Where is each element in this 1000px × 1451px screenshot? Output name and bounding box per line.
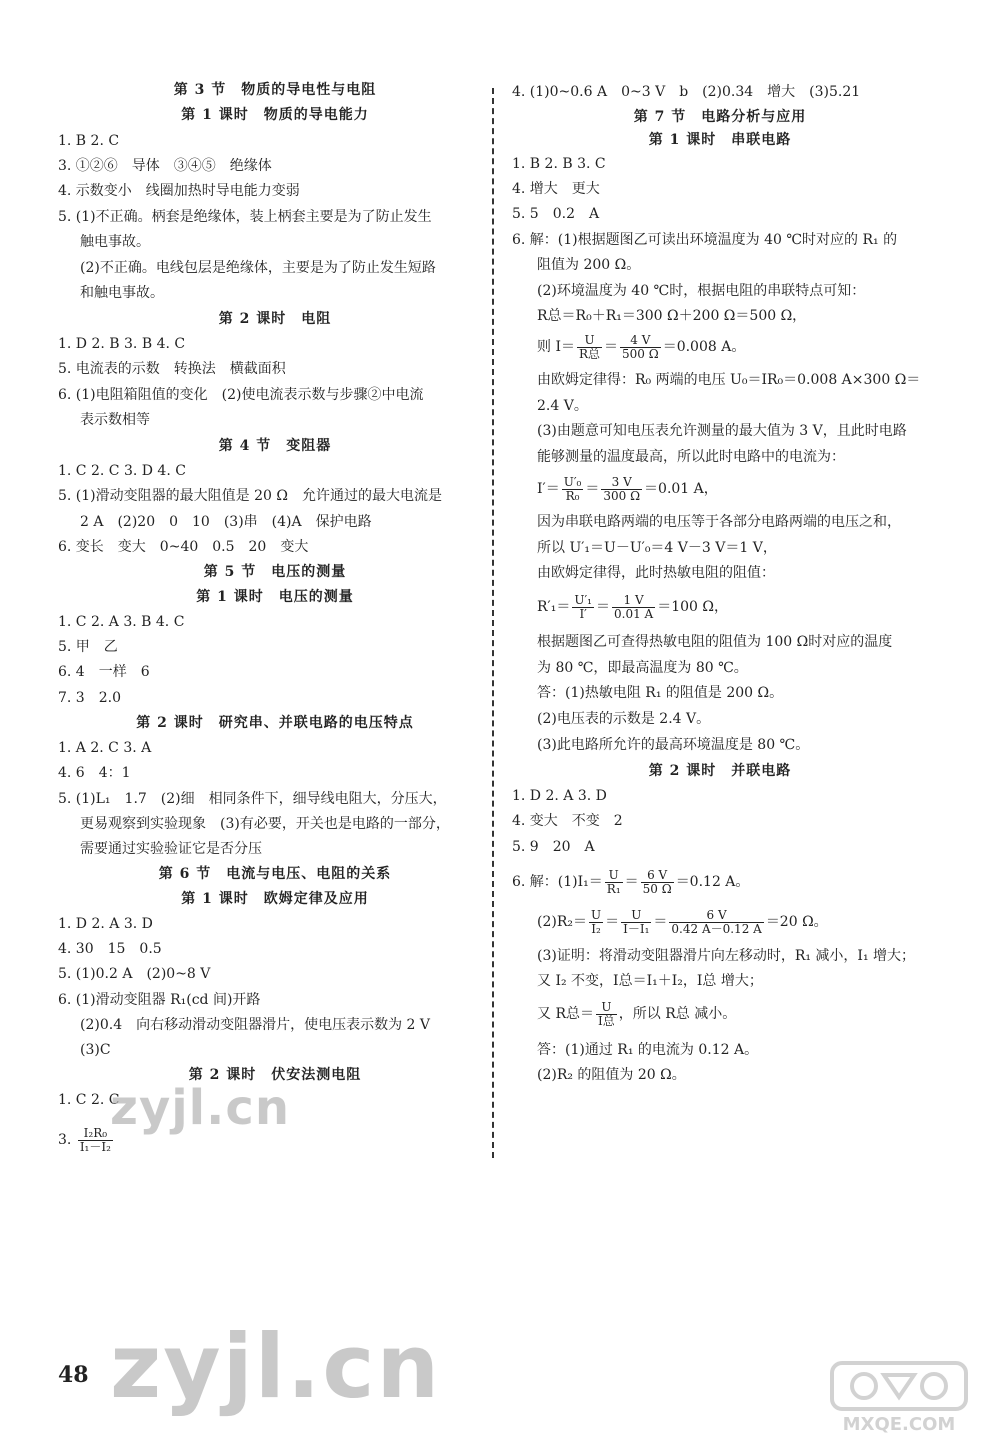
denominator: 50 Ω [642, 881, 672, 896]
answer-line: 1. B 2. C [58, 133, 120, 149]
logo-text: MXQE.COM [842, 1414, 956, 1435]
equation-text: ，所以 R总 减小。 [618, 1006, 737, 1022]
answer-line: 和触电事故。 [80, 285, 164, 301]
denominator: I₁－I₂ [79, 1139, 111, 1154]
answer-line: 表示数相等 [80, 412, 150, 428]
denominator: I₂ [591, 921, 601, 936]
answer-line: 1. C 2. A 3. B 4. C [58, 614, 185, 630]
denominator: 0.42 A－0.12 A [671, 921, 762, 936]
answer-line: 又 I₂ 不变，I总＝I₁＋I₂，I总 增大； [537, 973, 763, 989]
numerator: 3 V [601, 476, 642, 490]
answer-line: 需要通过实验验证它是否分压 [80, 841, 262, 857]
answer-line: 由欧姆定律得，此时热敏电阻的阻值： [537, 565, 775, 581]
equation-text: ＝0.01 A， [644, 481, 718, 497]
lesson-title: 第 1 课时 欧姆定律及应用 [181, 891, 369, 907]
answer-line: 4. (1)0~0.6 A 0~3 V b (2)0.34 增大 (3)5.21 [512, 84, 861, 100]
numerator: 6 V [641, 869, 674, 883]
answer-line: 因为串联电路两端的电压等于各部分电路两端的电压之和， [537, 514, 901, 530]
denominator: 300 Ω [603, 488, 641, 503]
answer-line-fraction [58, 1120, 115, 1160]
lesson-title: 第 2 课时 电阻 [218, 311, 332, 327]
answer-line: 2.4 V。 [537, 398, 588, 414]
answer-line: 5. (1)滑动变阻器的最大阻值是 20 Ω 允许通过的最大电流是 [58, 488, 442, 504]
section-title: 第 7 节 电路分析与应用 [633, 109, 807, 125]
equation-text: ＝100 Ω， [657, 599, 728, 615]
fraction [572, 594, 594, 621]
numerator: U [605, 869, 623, 883]
answer-line: 7. 3 2.0 [58, 690, 121, 706]
equation-text: ＝ [653, 914, 668, 930]
answer-line: 5. 9 20 A [512, 839, 595, 855]
equation-line [537, 904, 828, 940]
answer-line: 5. 甲 乙 [58, 639, 118, 655]
answer-line: 4. 增大 更大 [512, 181, 600, 197]
answer-line: 5. (1)L₁ 1.7 (2)细 相同条件下，细导线电阻大，分压大， [58, 791, 447, 807]
section-title: 第 5 节 电压的测量 [203, 564, 347, 580]
equation-line [537, 996, 736, 1032]
answer-line: 5. 电流表的示数 转换法 横截面积 [58, 361, 286, 377]
section-title: 第 6 节 电流与电压、电阻的关系 [158, 866, 392, 882]
equation-text: 则 I＝ [537, 339, 575, 355]
answer-line: (2)电压表的示数是 2.4 V。 [537, 711, 711, 727]
answer-line: 1. C 2. C 3. D 4. C [58, 463, 186, 479]
equation-text: 6. 解：(1)I₁＝ [512, 874, 603, 890]
numerator: U [621, 909, 651, 923]
fraction [601, 476, 642, 503]
equation-text: ＝ [605, 914, 620, 930]
denominator: R总 [578, 346, 601, 361]
answer-line: (2)0.4 向右移动滑动变阻器滑片，使电压表示数为 2 V [80, 1017, 431, 1033]
fraction [669, 909, 763, 936]
answer-line: (2)R₂ 的阻值为 20 Ω。 [537, 1067, 686, 1083]
question-number: 3. [58, 1132, 72, 1148]
answer-line: 更易观察到实验现象 (3)有必要，开关也是电路的一部分， [80, 816, 450, 832]
fraction [641, 869, 674, 896]
answer-line: 6. 变长 变大 0~40 0.5 20 变大 [58, 539, 309, 555]
equation-text: ＝0.12 A。 [675, 874, 750, 890]
fraction [621, 909, 651, 936]
answer-line: 1. D 2. B 3. B 4. C [58, 336, 186, 352]
denominator: 0.01 A [614, 606, 654, 621]
equation-text: R′₁＝ [537, 599, 571, 615]
column-divider [492, 88, 494, 1158]
equation-text: ＝ [604, 339, 619, 355]
equation-text: ＝20 Ω。 [765, 914, 828, 930]
answer-line: (3)此电路所允许的最高环境温度是 80 ℃。 [537, 737, 810, 753]
fraction [562, 476, 584, 503]
answer-line: 6. (1)电阻箱阻值的变化 (2)使电流表示数与步骤②中电流 [58, 387, 424, 403]
answer-line: 6. 4 一样 6 [58, 664, 150, 680]
answer-line: 触电事故。 [80, 234, 150, 250]
section-title: 第 3 节 物质的导电性与电阻 [173, 82, 377, 98]
answer-line: 6. (1)滑动变阻器 R₁(cd 间)开路 [58, 992, 261, 1008]
equation-line [537, 330, 745, 364]
answer-line: (3)C [80, 1042, 111, 1058]
answer-line: 1. A 2. C 3. A [58, 740, 152, 756]
equation-text: ＝ [624, 874, 639, 890]
watermark-text: zyjl.cn [110, 1315, 442, 1418]
equation-text: ＝0.008 A。 [662, 339, 746, 355]
answer-line: 4. 6 4：1 [58, 765, 131, 781]
fraction [620, 334, 661, 361]
lesson-title: 第 2 课时 研究串、并联电路的电压特点 [136, 715, 414, 731]
answer-line: 1. D 2. A 3. D [512, 788, 607, 804]
answer-line: 5. (1)0.2 A (2)0~8 V [58, 966, 211, 982]
lesson-title: 第 1 课时 物质的导电能力 [181, 107, 369, 123]
answer-line: (3)由题意可知电压表允许测量的最大值为 3 V，且此时电路 [537, 423, 907, 439]
lesson-title: 第 1 课时 串联电路 [648, 132, 792, 148]
numerator: 1 V [612, 594, 655, 608]
denominator: I－I₁ [623, 921, 650, 936]
fraction [78, 1127, 113, 1154]
denominator: I′ [579, 606, 587, 621]
equation-line [512, 864, 749, 900]
answer-line: 1. B 2. B 3. C [512, 156, 606, 172]
page-number: 48 [58, 1362, 89, 1388]
answer-line: 答：(1)热敏电阻 R₁ 的阻值是 200 Ω。 [537, 685, 784, 701]
answer-line: (2)不正确。电线包层是绝缘体，主要是为了防止发生短路 [80, 260, 436, 276]
lesson-title: 第 2 课时 伏安法测电阻 [188, 1067, 362, 1083]
answer-line: 阻值为 200 Ω。 [537, 257, 641, 273]
numerator: U′₀ [563, 474, 582, 489]
section-title: 第 4 节 变阻器 [218, 438, 332, 454]
numerator: 4 V [620, 334, 661, 348]
denominator: R₀ [565, 488, 580, 503]
equation-text: 又 R总＝ [537, 1006, 594, 1022]
answer-line: 4. 变大 不变 2 [512, 813, 623, 829]
fraction [612, 594, 655, 621]
answer-line: (3)证明：将滑动变阻器滑片向左移动时，R₁ 减小，I₁ 增大； [537, 948, 916, 964]
answer-line: 1. D 2. A 3. D [58, 916, 153, 932]
fraction [596, 1001, 617, 1028]
equation-text: ＝ [596, 599, 610, 615]
answer-line: 1. C 2. C [58, 1092, 120, 1108]
answer-line: 所以 U′₁＝U－U′₀＝4 V－3 V＝1 V， [537, 540, 777, 556]
numerator: U′₁ [574, 592, 592, 607]
denominator: R₁ [606, 881, 621, 896]
fraction [577, 334, 602, 361]
equation-line [537, 472, 718, 506]
answer-line: 为 80 ℃，即最高温度为 80 ℃。 [537, 660, 748, 676]
answer-line: 能够测量的温度最高，所以此时电路中的电流为： [537, 449, 845, 465]
lesson-title: 第 1 课时 电压的测量 [196, 589, 354, 605]
answer-line: 4. 30 15 0.5 [58, 941, 162, 957]
denominator: I总 [598, 1013, 615, 1028]
equation-text: ＝ [585, 481, 600, 497]
answer-line: 6. 解：(1)根据题图乙可读出环境温度为 40 ℃时对应的 R₁ 的 [512, 232, 898, 248]
numerator: 6 V [669, 909, 763, 923]
answer-line: 由欧姆定律得：R₀ 两端的电压 U₀＝IR₀＝0.008 A×300 Ω＝ [537, 372, 921, 388]
answer-line: 3. ①②⑥ 导体 ③④⑤ 绝缘体 [58, 158, 272, 174]
numerator: U [577, 334, 602, 348]
watermark-text: zyjl.cn [110, 1080, 290, 1136]
answer-line: 根据题图乙可查得热敏电阻的阻值为 100 Ω时对应的温度 [537, 634, 893, 650]
logo-icon [824, 1357, 974, 1437]
equation-text: I′＝ [537, 481, 560, 497]
watermark-logo [824, 1357, 974, 1437]
answer-line: 5. (1)不正确。柄套是绝缘体，装上柄套主要是为了防止发生 [58, 209, 432, 225]
fraction [605, 869, 623, 896]
denominator: 500 Ω [622, 346, 659, 361]
lesson-title: 第 2 课时 并联电路 [648, 763, 792, 779]
answer-line: 4. 示数变小 线圈加热时导电能力变弱 [58, 183, 300, 199]
equation-text: (2)R₂＝ [537, 914, 587, 930]
fraction [589, 909, 603, 936]
answer-line: 答：(1)通过 R₁ 的电流为 0.12 A。 [537, 1042, 759, 1058]
answer-line: 2 A (2)20 0 10 (3)串 (4)A 保护电路 [80, 514, 372, 530]
answer-line: 5. 5 0.2 A [512, 206, 600, 222]
numerator: I₂R₀ [78, 1127, 113, 1141]
numerator: U [596, 1001, 617, 1015]
answer-line: (2)环境温度为 40 ℃时，根据电阻的串联特点可知： [537, 283, 866, 299]
numerator: U [590, 907, 602, 922]
answer-line: R总＝R₀＋R₁＝300 Ω＋200 Ω＝500 Ω， [537, 308, 807, 324]
equation-line [537, 590, 728, 624]
